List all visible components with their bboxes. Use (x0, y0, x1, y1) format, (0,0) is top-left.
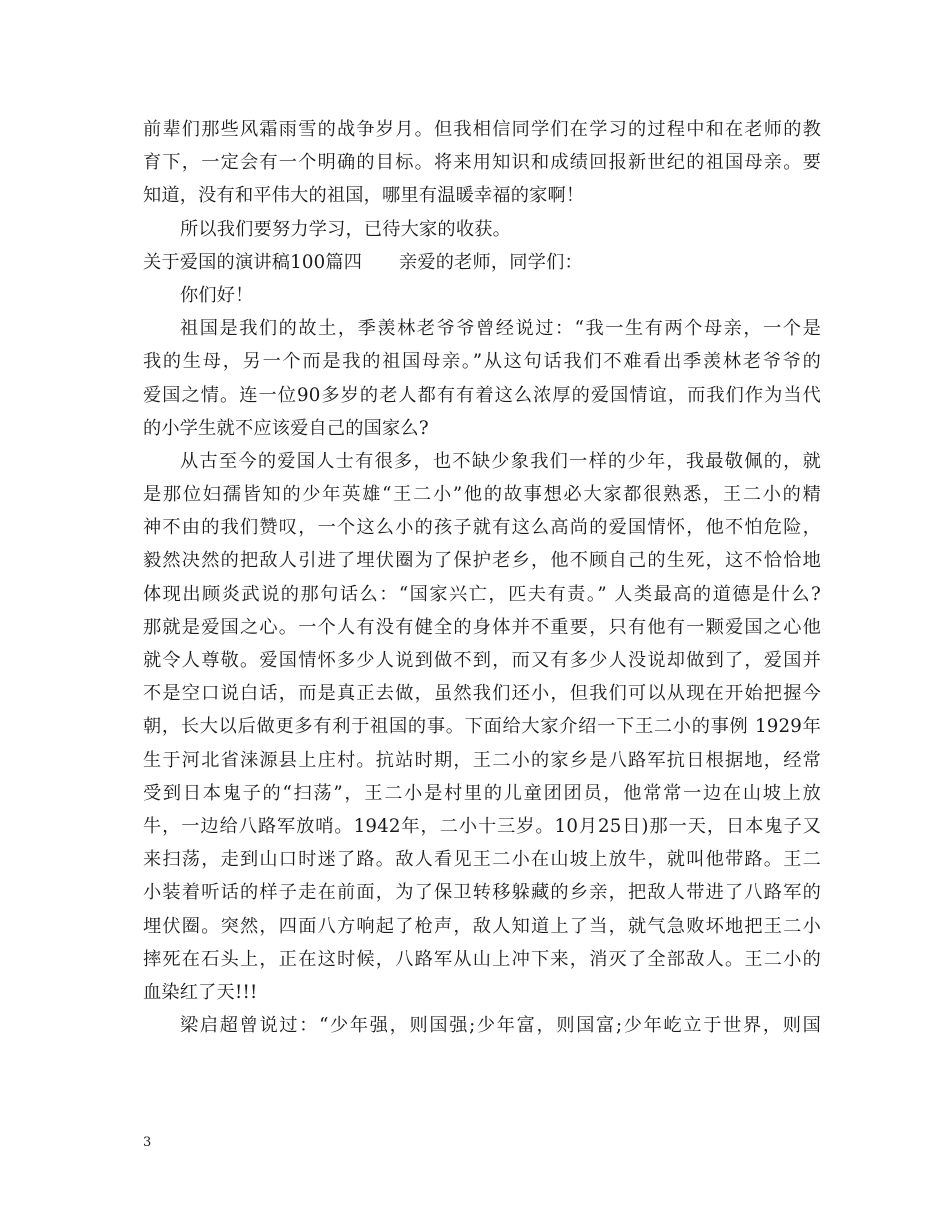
text-line: 来扫荡，走到山口时迷了路。敌人看见王二小在山坡上放牛，就叫他带路。王二 (143, 849, 821, 871)
text-line: 育下，一定会有一个明确的目标。将来用知识和成绩回报新世纪的祖国母亲。要 (143, 152, 821, 174)
text-line: 梁启超曾说过：“少年强，则国强;少年富，则国富;少年屹立于世界，则国 (180, 1015, 821, 1037)
text-line: 我的生母，另一个而是我的祖国母亲。”从这句话我们不难看出季羡林老爷爷的 (143, 351, 821, 373)
text-line: 你们好！ (180, 284, 254, 306)
text-line: 就令人尊敬。爱国情怀多少人说到做不到，而又有多少人没说却做到了，爱国并 (143, 650, 821, 671)
text-line: 血染红了天!!! (143, 981, 258, 1003)
text-line: 朝，长大以后做更多有利于祖国的事。下面给大家介绍一下王二小的事例 1929年 (143, 716, 821, 738)
text-line: 的小学生就不应该爱自己的国家么? (143, 417, 429, 439)
text-line: 小装着听话的样子走在前面，为了保卫转移躲藏的乡亲，把敌人带进了八路军的 (143, 882, 821, 904)
document-body (143, 113, 821, 1042)
text-line: 前辈们那些风霜雨雪的战争岁月。但我相信同学们在学习的过程中和在老师的教 (143, 119, 821, 140)
text-line: 牛，一边给八路军放哨。1942年，二小十三岁。10月25日)那一天，日本鬼子又 (143, 815, 821, 837)
text-line: 体现出顾炎武说的那句话么：“国家兴亡，匹夫有责。” 人类最高的道德是什么? (143, 583, 821, 605)
text-line: 关于爱国的演讲稿100篇四 亲爱的老师，同学们： (143, 251, 583, 273)
text-line: 所以我们要努力学习，已待大家的收获。 (180, 218, 511, 240)
page-number: 3 (143, 1135, 152, 1150)
text-line: 知道，没有和平伟大的祖国，哪里有温暖幸福的家啊！ (143, 185, 585, 207)
text-line: 那就是爱国之心。一个人有没有健全的身体并不重要，只有他有一颗爱国之心他 (143, 616, 821, 638)
text-line: 爱国之情。连一位90多岁的老人都有有着这么浓厚的爱国情谊，而我们作为当代 (143, 384, 821, 406)
text-line: 不是空口说白话，而是真正去做，虽然我们还小，但我们可以从现在开始把握今 (143, 683, 821, 705)
text-line: 受到日本鬼子的“扫荡”，王二小是村里的儿童团团员，他常常一边在山坡上放 (143, 782, 821, 804)
text-line: 埋伏圈。突然，四面八方响起了枪声，敌人知道上了当，就气急败坏地把王二小 (143, 915, 821, 937)
text-line: 摔死在石头上，正在这时候，八路军从山上冲下来，消灭了全部敌人。王二小的 (143, 948, 821, 970)
text-line: 是那位妇孺皆知的少年英雄“王二小”他的故事想必大家都很熟悉，王二小的精 (143, 484, 821, 506)
text-line: 生于河北省涞源县上庄村。抗站时期，王二小的家乡是八路军抗日根据地，经常 (143, 749, 821, 771)
text-line: 毅然决然的把敌人引进了埋伏圈为了保护老乡，他不顾自己的生死，这不恰恰地 (143, 550, 821, 572)
text-line: 从古至今的爱国人士有很多，也不缺少象我们一样的少年，我最敬佩的，就 (180, 450, 821, 472)
text-line: 祖国是我们的故土，季羡林老爷爷曾经说过：“我一生有两个母亲，一个是 (180, 318, 821, 340)
text-line: 神不由的我们赞叹，一个这么小的孩子就有这么高尚的爱国情怀，他不怕危险， (143, 517, 821, 539)
